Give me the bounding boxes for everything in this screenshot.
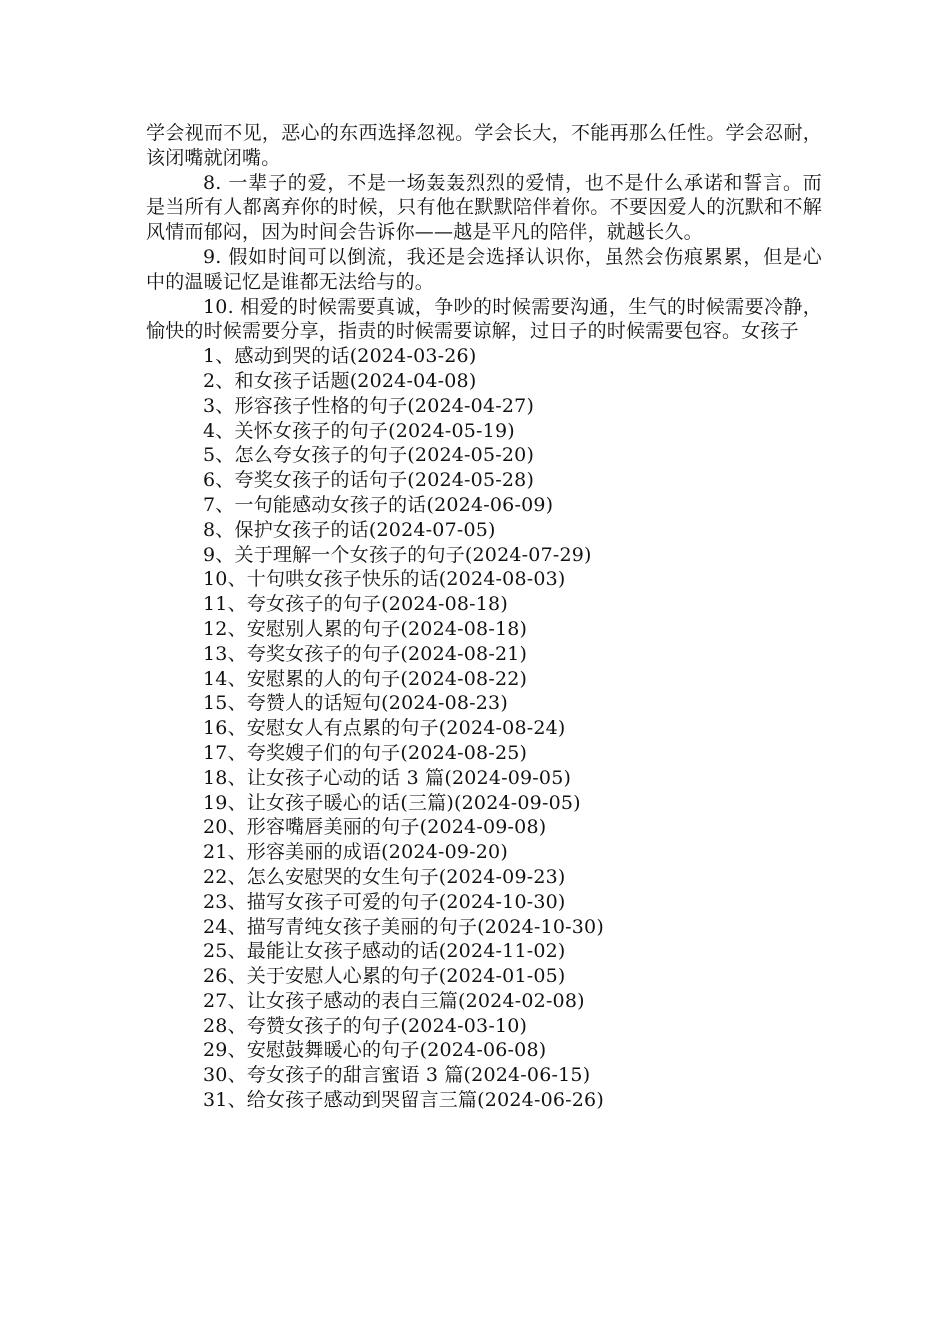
article-link-item[interactable]: 31、给女孩子感动到哭留言三篇(2024-06-26)	[203, 1089, 604, 1112]
article-link-item[interactable]: 8、保护女孩子的话(2024-07-05)	[203, 518, 496, 541]
article-link-item[interactable]: 9、关于理解一个女孩子的句子(2024-07-29)	[203, 543, 592, 566]
article-link-item[interactable]: 25、最能让女孩子感动的话(2024-11-02)	[203, 940, 566, 963]
document-body	[146, 121, 822, 1113]
article-link-item[interactable]: 11、夸女孩子的句子(2024-08-18)	[203, 593, 508, 616]
article-link-item[interactable]: 29、安慰鼓舞暖心的句子(2024-06-08)	[203, 1039, 547, 1062]
article-link-item[interactable]: 3、形容孩子性格的句子(2024-04-27)	[203, 394, 535, 417]
article-link-item[interactable]: 15、夸赞人的话短句(2024-08-23)	[203, 692, 508, 715]
article-link-item[interactable]: 12、安慰别人累的句子(2024-08-18)	[203, 617, 528, 640]
article-link-list	[146, 344, 822, 1113]
article-link-item[interactable]: 28、夸赞女孩子的句子(2024-03-10)	[203, 1014, 528, 1037]
article-link-item[interactable]: 14、安慰累的人的句子(2024-08-22)	[203, 667, 528, 690]
article-link-item[interactable]: 27、让女孩子感动的表白三篇(2024-02-08)	[203, 989, 585, 1012]
article-link-item[interactable]: 13、夸奖女孩子的句子(2024-08-21)	[203, 642, 528, 665]
paragraph-intro: 学会视而不见，恶心的东西选择忽视。学会长大，不能再那么任性。学会忍耐，该闭嘴就闭嘴。	[146, 122, 822, 169]
article-link-item[interactable]: 6、夸奖女孩子的话句子(2024-05-28)	[203, 469, 535, 492]
article-link-item[interactable]: 5、怎么夸女孩子的句子(2024-05-20)	[203, 444, 535, 467]
article-link-item[interactable]: 1、感动到哭的话(2024-03-26)	[203, 345, 477, 368]
article-link-item[interactable]: 7、一句能感动女孩子的话(2024-06-09)	[203, 493, 554, 516]
article-link-item[interactable]: 21、形容美丽的成语(2024-09-20)	[203, 841, 508, 864]
article-link-item[interactable]: 19、让女孩子暖心的话(三篇)(2024-09-05)	[203, 791, 581, 814]
article-link-item[interactable]: 23、描写女孩子可爱的句子(2024-10-30)	[203, 890, 566, 913]
paragraph-item-9: 9. 假如时间可以倒流，我还是会选择认识你，虽然会伤痕累累，但是心中的温暖记忆是谁都无法给与的。	[146, 245, 822, 293]
article-link-item[interactable]: 26、关于安慰人心累的句子(2024-01-05)	[203, 965, 566, 988]
article-link-item[interactable]: 22、怎么安慰哭的女生句子(2024-09-23)	[203, 865, 566, 888]
article-link-item[interactable]: 17、夸奖嫂子们的句子(2024-08-25)	[203, 741, 528, 764]
paragraph-item-8: 8. 一辈子的爱，不是一场轰轰烈烈的爱情，也不是什么承诺和誓言。而是当所有人都离弃你的时候，只有他在默默陪伴着你。不要因爱人的沉默和不解风情而郁闷，因为时间会告诉你——越是平凡的陪伴，就越长久。	[146, 171, 822, 244]
article-link-item[interactable]: 2、和女孩子话题(2024-04-08)	[203, 369, 477, 392]
article-link-item[interactable]: 18、让女孩子心动的话 3 篇(2024-09-05)	[203, 766, 572, 789]
article-link-item[interactable]: 4、关怀女孩子的句子(2024-05-19)	[203, 419, 515, 442]
article-link-item[interactable]: 16、安慰女人有点累的句子(2024-08-24)	[203, 717, 566, 740]
paragraph-item-10: 10. 相爱的时候需要真诚，争吵的时候需要沟通，生气的时候需要冷静，愉快的时候需要分享，指责的时候需要谅解，过日子的时候需要包容。女孩子	[146, 295, 822, 343]
article-link-item[interactable]: 24、描写青纯女孩子美丽的句子(2024-10-30)	[203, 915, 604, 938]
article-link-item[interactable]: 10、十句哄女孩子快乐的话(2024-08-03)	[203, 568, 566, 591]
article-link-item[interactable]: 30、夸女孩子的甜言蜜语 3 篇(2024-06-15)	[203, 1064, 591, 1087]
article-link-item[interactable]: 20、形容嘴唇美丽的句子(2024-09-08)	[203, 816, 547, 839]
